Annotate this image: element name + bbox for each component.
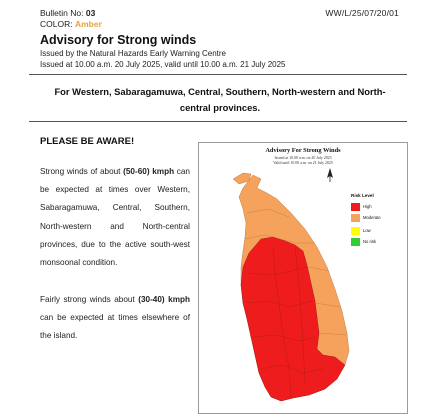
advisory-title: Advisory for Strong winds: [40, 33, 197, 47]
bulletin-number: [40, 8, 95, 18]
strong-winds-paragraph: [40, 163, 190, 272]
sri-lanka-map: [199, 143, 407, 413]
issued-time: Issued at 10.00 a.m. 20 July 2025, valid until 10.00 a.m. 21 July 2025: [40, 60, 286, 69]
color-value: Amber: [74, 19, 102, 29]
bulletin-label: Bulletin No:: [40, 8, 86, 18]
para1-speed: (50-60) kmph: [123, 167, 175, 176]
aware-heading: PLEASE BE AWARE!: [40, 136, 135, 147]
divider-top: [29, 74, 407, 75]
legend-swatch-moderate: [351, 214, 360, 222]
para1-text-1: Strong winds of about: [40, 167, 124, 176]
para2-text-2: can be expected at times elsewhere of the island.: [40, 313, 190, 341]
legend-title: Risk Level: [351, 193, 374, 198]
map-title: Advisory For Strong Winds: [265, 147, 341, 154]
reference-number: WW/L/25/07/20/01: [325, 8, 399, 18]
bulletin-value: 03: [85, 8, 96, 18]
legend-swatch-high: [351, 203, 360, 211]
legend-label-moderate: Moderate: [363, 215, 381, 220]
legend-swatch-no-risk: [351, 238, 360, 246]
para1-text-2: can be expected at times over Western, Sabaragamuwa, Central, Southern, North-western and North-central provinces, due to the active south-west monsoonal condition.: [40, 167, 190, 268]
issued-by: Issued by the Natural Hazards Early Warning Centre: [40, 49, 227, 58]
legend-swatch-low: [351, 227, 360, 235]
color-code: [40, 19, 102, 29]
legend-label-high: High: [363, 204, 372, 209]
divider-bottom: [29, 121, 407, 122]
map-issued: Issued at 10.00 a.m. on 20 July 2025: [274, 156, 332, 160]
legend-label-no-risk: No risk: [363, 239, 377, 244]
risk-map-panel: [198, 142, 408, 414]
map-valid: Valid until 10.00 a.m. on 21 July 2025: [273, 161, 333, 165]
para2-speed: (30-40) kmph: [138, 295, 190, 304]
legend-label-low: Low: [363, 228, 371, 233]
para2-text-1: Fairly strong winds about: [40, 295, 139, 304]
color-label: COLOR:: [40, 19, 75, 29]
fairly-strong-paragraph: [40, 291, 190, 346]
regions-heading: For Western, Sabaragamuwa, Central, Southern, North-western and North-central provinces.: [54, 86, 386, 113]
